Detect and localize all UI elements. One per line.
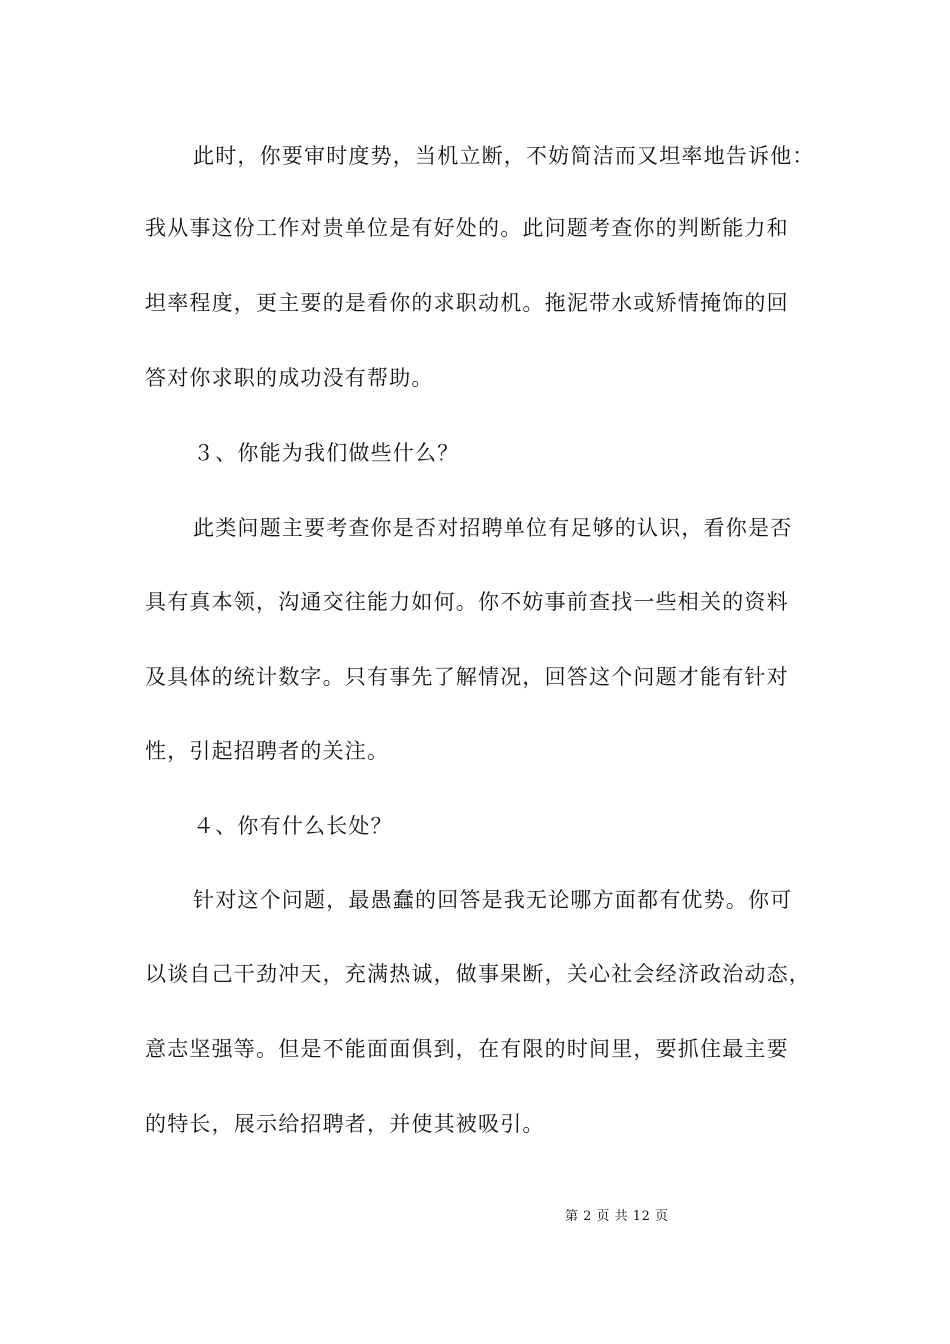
paragraph-line: 以谈自己干劲冲天，充满热诚，做事果断，关心社会经济政治动态， xyxy=(145,962,811,986)
paragraph-line: 具有真本领，沟通交往能力如何。你不妨事前查找一些相关的资料 xyxy=(145,590,789,614)
paragraph-line: 意志坚强等。但是不能面面俱到，在有限的时间里，要抓住最主要 xyxy=(145,1037,789,1061)
paragraph-line: 性，引起招聘者的关注。 xyxy=(145,739,390,763)
section-heading: ３、你能为我们做些什么？ xyxy=(193,441,460,465)
paragraph-line: 我从事这份工作对贵单位是有好处的。此问题考查你的判断能力和 xyxy=(145,216,789,240)
paragraph-line: 及具体的统计数字。只有事先了解情况，回答这个问题才能有针对 xyxy=(145,665,789,689)
paragraph-line: 针对这个问题，最愚蠢的回答是我无论哪方面都有优势。你可 xyxy=(193,888,793,912)
paragraph-line: 答对你求职的成功没有帮助。 xyxy=(145,366,434,390)
paragraph-line: 的特长，展示给招聘者，并使其被吸引。 xyxy=(145,1112,545,1136)
paragraph-line: 坦率程度，更主要的是看你的求职动机。拖泥带水或矫情掩饰的回 xyxy=(145,291,789,315)
page-number-footer: 第 2 页 共 12 页 xyxy=(565,1209,669,1224)
paragraph-line: 此时，你要审时度势，当机立断，不妨简洁而又坦率地告诉他： xyxy=(193,144,815,168)
paragraph-line: 此类问题主要考查你是否对招聘单位有足够的认识，看你是否 xyxy=(193,516,793,540)
section-heading: ４、你有什么长处？ xyxy=(193,814,393,838)
